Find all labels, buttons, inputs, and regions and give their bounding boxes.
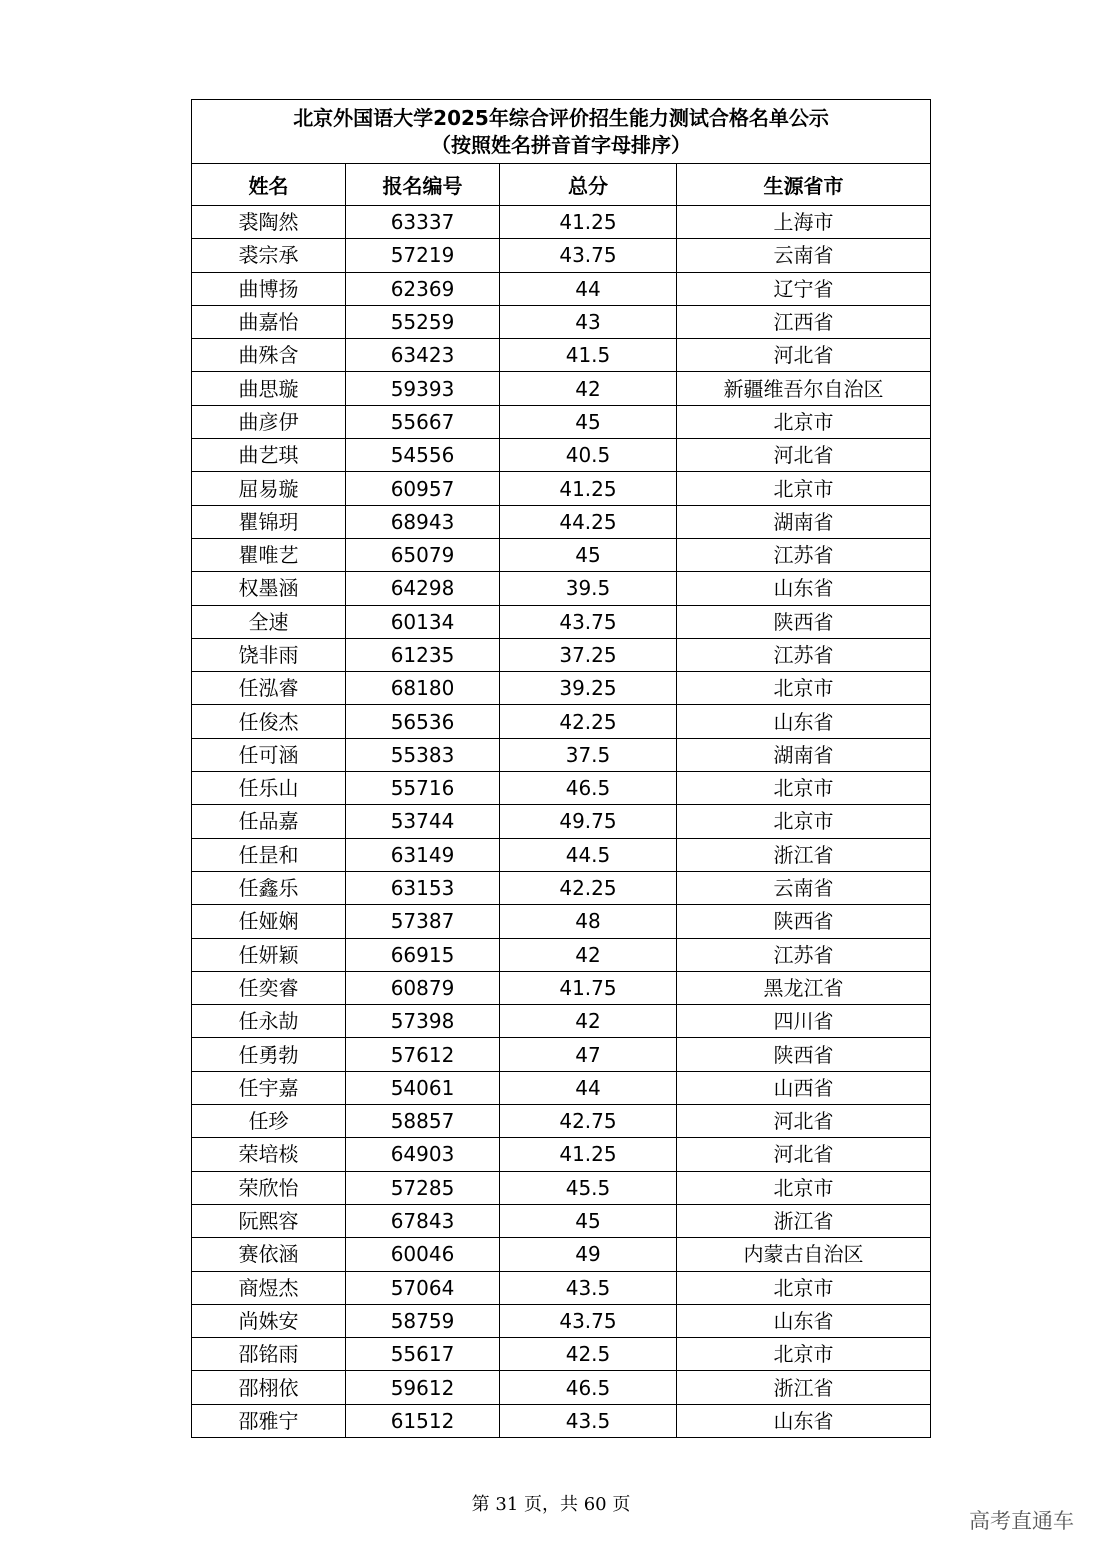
cell-name: 尚姝安 bbox=[192, 1304, 346, 1337]
cell-name: 任品嘉 bbox=[192, 805, 346, 838]
cell-name: 荣培棪 bbox=[192, 1138, 346, 1171]
table-row bbox=[192, 1171, 931, 1204]
cell-total-score: 40.5 bbox=[500, 439, 677, 472]
cell-total-score: 43.5 bbox=[500, 1271, 677, 1304]
table-row bbox=[192, 572, 931, 605]
cell-name: 裘陶然 bbox=[192, 206, 346, 239]
table-row bbox=[192, 1271, 931, 1304]
cell-province: 江苏省 bbox=[677, 638, 931, 671]
cell-registration-id: 58857 bbox=[346, 1105, 500, 1138]
cell-name: 商煜杰 bbox=[192, 1271, 346, 1304]
cell-name: 阮熙容 bbox=[192, 1204, 346, 1237]
cell-province: 陕西省 bbox=[677, 905, 931, 938]
title-line-2: （按照姓名拼音首字母排序） bbox=[431, 132, 692, 157]
cell-province: 浙江省 bbox=[677, 1371, 931, 1404]
cell-name: 曲艺琪 bbox=[192, 439, 346, 472]
table-row bbox=[192, 1005, 931, 1038]
table-row bbox=[192, 938, 931, 971]
cell-province: 山东省 bbox=[677, 705, 931, 738]
cell-total-score: 37.5 bbox=[500, 738, 677, 771]
cell-province: 陕西省 bbox=[677, 1038, 931, 1071]
cell-name: 任宇嘉 bbox=[192, 1071, 346, 1104]
cell-total-score: 42.25 bbox=[500, 705, 677, 738]
cell-registration-id: 68180 bbox=[346, 672, 500, 705]
table-row bbox=[192, 838, 931, 871]
cell-total-score: 44 bbox=[500, 1071, 677, 1104]
cell-province: 上海市 bbox=[677, 206, 931, 239]
cell-registration-id: 55383 bbox=[346, 738, 500, 771]
cell-registration-id: 64903 bbox=[346, 1138, 500, 1171]
cell-registration-id: 63153 bbox=[346, 871, 500, 904]
cell-registration-id: 60957 bbox=[346, 472, 500, 505]
cell-name: 任乐山 bbox=[192, 772, 346, 805]
cell-province: 山西省 bbox=[677, 1071, 931, 1104]
cell-registration-id: 55617 bbox=[346, 1338, 500, 1371]
cell-registration-id: 66915 bbox=[346, 938, 500, 971]
cell-registration-id: 59393 bbox=[346, 372, 500, 405]
cell-registration-id: 55259 bbox=[346, 305, 500, 338]
cell-province: 北京市 bbox=[677, 405, 931, 438]
table-row bbox=[192, 538, 931, 571]
cell-province: 江西省 bbox=[677, 305, 931, 338]
cell-total-score: 41.25 bbox=[500, 206, 677, 239]
table-row bbox=[192, 1038, 931, 1071]
header-registration-id: 报名编号 bbox=[346, 164, 500, 206]
cell-province: 云南省 bbox=[677, 239, 931, 272]
cell-province: 新疆维吾尔自治区 bbox=[677, 372, 931, 405]
cell-registration-id: 57387 bbox=[346, 905, 500, 938]
cell-total-score: 39.25 bbox=[500, 672, 677, 705]
table-row bbox=[192, 206, 931, 239]
cell-total-score: 46.5 bbox=[500, 1371, 677, 1404]
cell-registration-id: 54061 bbox=[346, 1071, 500, 1104]
cell-name: 曲嘉怡 bbox=[192, 305, 346, 338]
cell-province: 陕西省 bbox=[677, 605, 931, 638]
cell-name: 瞿唯艺 bbox=[192, 538, 346, 571]
cell-province: 北京市 bbox=[677, 672, 931, 705]
table-row bbox=[192, 272, 931, 305]
cell-province: 山东省 bbox=[677, 1304, 931, 1337]
cell-total-score: 45 bbox=[500, 538, 677, 571]
cell-total-score: 43.75 bbox=[500, 239, 677, 272]
cell-total-score: 37.25 bbox=[500, 638, 677, 671]
cell-total-score: 41.25 bbox=[500, 472, 677, 505]
cell-province: 北京市 bbox=[677, 1338, 931, 1371]
cell-name: 饶非雨 bbox=[192, 638, 346, 671]
cell-registration-id: 61512 bbox=[346, 1404, 500, 1437]
cell-registration-id: 59612 bbox=[346, 1371, 500, 1404]
cell-name: 赛依涵 bbox=[192, 1238, 346, 1271]
cell-province: 北京市 bbox=[677, 1171, 931, 1204]
cell-registration-id: 53744 bbox=[346, 805, 500, 838]
cell-total-score: 41.25 bbox=[500, 1138, 677, 1171]
cell-name: 任可涵 bbox=[192, 738, 346, 771]
cell-total-score: 42.75 bbox=[500, 1105, 677, 1138]
header-name: 姓名 bbox=[192, 164, 346, 206]
table-row bbox=[192, 672, 931, 705]
watermark-logo: 高考直通车 bbox=[969, 1509, 1074, 1533]
cell-registration-id: 57285 bbox=[346, 1171, 500, 1204]
cell-registration-id: 63149 bbox=[346, 838, 500, 871]
cell-total-score: 43.5 bbox=[500, 1404, 677, 1437]
cell-province: 北京市 bbox=[677, 472, 931, 505]
cell-province: 黑龙江省 bbox=[677, 971, 931, 1004]
table-row bbox=[192, 1238, 931, 1271]
cell-registration-id: 60879 bbox=[346, 971, 500, 1004]
cell-total-score: 42 bbox=[500, 938, 677, 971]
cell-province: 河北省 bbox=[677, 439, 931, 472]
cell-name: 任俊杰 bbox=[192, 705, 346, 738]
cell-registration-id: 68943 bbox=[346, 505, 500, 538]
cell-province: 北京市 bbox=[677, 1271, 931, 1304]
cell-province: 山东省 bbox=[677, 572, 931, 605]
cell-province: 江苏省 bbox=[677, 538, 931, 571]
cell-total-score: 49.75 bbox=[500, 805, 677, 838]
cell-name: 裘宗承 bbox=[192, 239, 346, 272]
cell-province: 浙江省 bbox=[677, 1204, 931, 1237]
cell-total-score: 44 bbox=[500, 272, 677, 305]
table-row bbox=[192, 738, 931, 771]
cell-registration-id: 57219 bbox=[346, 239, 500, 272]
cell-registration-id: 60134 bbox=[346, 605, 500, 638]
cell-total-score: 42 bbox=[500, 372, 677, 405]
table-row bbox=[192, 805, 931, 838]
cell-registration-id: 67843 bbox=[346, 1204, 500, 1237]
cell-name: 荣欣怡 bbox=[192, 1171, 346, 1204]
cell-name: 曲彦伊 bbox=[192, 405, 346, 438]
table-row bbox=[192, 971, 931, 1004]
header-province: 生源省市 bbox=[677, 164, 931, 206]
table-row bbox=[192, 372, 931, 405]
table-row bbox=[192, 1338, 931, 1371]
table-row bbox=[192, 871, 931, 904]
header-total-score: 总分 bbox=[500, 164, 677, 206]
cell-name: 曲博扬 bbox=[192, 272, 346, 305]
cell-total-score: 44.25 bbox=[500, 505, 677, 538]
cell-registration-id: 57064 bbox=[346, 1271, 500, 1304]
table-row bbox=[192, 505, 931, 538]
cell-name: 任妍颖 bbox=[192, 938, 346, 971]
cell-registration-id: 54556 bbox=[346, 439, 500, 472]
table-row bbox=[192, 305, 931, 338]
cell-total-score: 48 bbox=[500, 905, 677, 938]
cell-name: 瞿锦玥 bbox=[192, 505, 346, 538]
table-row bbox=[192, 905, 931, 938]
cell-name: 任珍 bbox=[192, 1105, 346, 1138]
cell-registration-id: 57612 bbox=[346, 1038, 500, 1071]
admission-list-table bbox=[191, 99, 931, 1438]
cell-registration-id: 61235 bbox=[346, 638, 500, 671]
cell-registration-id: 60046 bbox=[346, 1238, 500, 1271]
header-row bbox=[192, 164, 931, 206]
cell-name: 任永劼 bbox=[192, 1005, 346, 1038]
title-line-1: 北京外国语大学2025年综合评价招生能力测试合格名单公示 bbox=[293, 105, 829, 130]
cell-registration-id: 55667 bbox=[346, 405, 500, 438]
table-row bbox=[192, 405, 931, 438]
cell-province: 浙江省 bbox=[677, 838, 931, 871]
cell-total-score: 43 bbox=[500, 305, 677, 338]
cell-name: 曲殊含 bbox=[192, 339, 346, 372]
page-number: 第 31 页，共 60 页 bbox=[471, 1494, 631, 1515]
table-row bbox=[192, 605, 931, 638]
cell-total-score: 42.25 bbox=[500, 871, 677, 904]
table-row bbox=[192, 772, 931, 805]
cell-province: 河北省 bbox=[677, 1105, 931, 1138]
cell-name: 任泓睿 bbox=[192, 672, 346, 705]
cell-name: 邵铭雨 bbox=[192, 1338, 346, 1371]
cell-name: 曲思璇 bbox=[192, 372, 346, 405]
cell-total-score: 42.5 bbox=[500, 1338, 677, 1371]
cell-registration-id: 62369 bbox=[346, 272, 500, 305]
cell-name: 全速 bbox=[192, 605, 346, 638]
cell-province: 北京市 bbox=[677, 772, 931, 805]
cell-total-score: 46.5 bbox=[500, 772, 677, 805]
cell-registration-id: 64298 bbox=[346, 572, 500, 605]
cell-registration-id: 63337 bbox=[346, 206, 500, 239]
table-row bbox=[192, 638, 931, 671]
cell-registration-id: 65079 bbox=[346, 538, 500, 571]
cell-total-score: 47 bbox=[500, 1038, 677, 1071]
table-row bbox=[192, 1138, 931, 1171]
cell-province: 辽宁省 bbox=[677, 272, 931, 305]
cell-registration-id: 58759 bbox=[346, 1304, 500, 1337]
cell-registration-id: 55716 bbox=[346, 772, 500, 805]
cell-total-score: 41.75 bbox=[500, 971, 677, 1004]
cell-province: 江苏省 bbox=[677, 938, 931, 971]
cell-name: 任鑫乐 bbox=[192, 871, 346, 904]
table-row bbox=[192, 472, 931, 505]
cell-name: 权墨涵 bbox=[192, 572, 346, 605]
cell-total-score: 45.5 bbox=[500, 1171, 677, 1204]
table-row bbox=[192, 1304, 931, 1337]
cell-registration-id: 56536 bbox=[346, 705, 500, 738]
cell-total-score: 49 bbox=[500, 1238, 677, 1271]
cell-total-score: 45 bbox=[500, 405, 677, 438]
table-row bbox=[192, 1071, 931, 1104]
cell-name: 屈易璇 bbox=[192, 472, 346, 505]
table-row bbox=[192, 439, 931, 472]
table-row bbox=[192, 1371, 931, 1404]
table-row bbox=[192, 339, 931, 372]
cell-name: 任奕睿 bbox=[192, 971, 346, 1004]
cell-province: 云南省 bbox=[677, 871, 931, 904]
table-row bbox=[192, 1105, 931, 1138]
cell-province: 山东省 bbox=[677, 1404, 931, 1437]
cell-province: 河北省 bbox=[677, 339, 931, 372]
cell-registration-id: 57398 bbox=[346, 1005, 500, 1038]
cell-name: 任昰和 bbox=[192, 838, 346, 871]
cell-name: 任勇勃 bbox=[192, 1038, 346, 1071]
cell-total-score: 41.5 bbox=[500, 339, 677, 372]
cell-name: 邵雅宁 bbox=[192, 1404, 346, 1437]
table-row bbox=[192, 1204, 931, 1237]
cell-total-score: 45 bbox=[500, 1204, 677, 1237]
cell-name: 邵栩依 bbox=[192, 1371, 346, 1404]
cell-total-score: 39.5 bbox=[500, 572, 677, 605]
cell-province: 湖南省 bbox=[677, 738, 931, 771]
table-body bbox=[192, 206, 931, 1438]
cell-total-score: 44.5 bbox=[500, 838, 677, 871]
cell-total-score: 43.75 bbox=[500, 605, 677, 638]
table-row bbox=[192, 239, 931, 272]
cell-registration-id: 63423 bbox=[346, 339, 500, 372]
table-row bbox=[192, 1404, 931, 1437]
table-title bbox=[192, 100, 931, 164]
cell-name: 任娅娴 bbox=[192, 905, 346, 938]
cell-total-score: 43.75 bbox=[500, 1304, 677, 1337]
table-row bbox=[192, 705, 931, 738]
cell-province: 北京市 bbox=[677, 805, 931, 838]
cell-province: 内蒙古自治区 bbox=[677, 1238, 931, 1271]
cell-province: 湖南省 bbox=[677, 505, 931, 538]
cell-province: 四川省 bbox=[677, 1005, 931, 1038]
cell-province: 河北省 bbox=[677, 1138, 931, 1171]
cell-total-score: 42 bbox=[500, 1005, 677, 1038]
